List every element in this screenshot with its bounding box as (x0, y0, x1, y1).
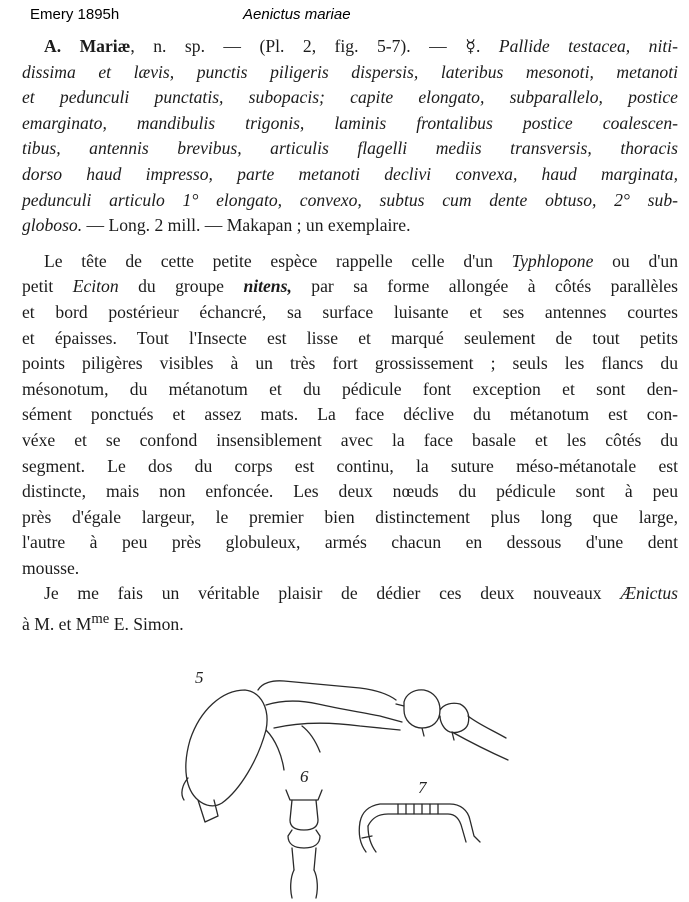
description-line: véxe et se confond insensiblement avec la face basale et les côtés du (22, 429, 678, 450)
article-text (22, 34, 678, 633)
figure-6-pedicel-dorsal (286, 790, 322, 898)
description-line: et bord postérieur échancré, sa surface luisante et ses antennes courtes (22, 301, 678, 322)
description-line (22, 249, 678, 275)
text-run: petit (22, 276, 73, 297)
diagnosis-line: dorso haud impresso, parte metanoti declivi convexa, haud marginata, (22, 163, 678, 184)
diagnosis-latin: Pallide testacea, niti- (498, 36, 678, 56)
description-line: distincte, mais non enfoncée. Les deux nœuds du pédicule sont à peu (22, 481, 678, 502)
text-run: Le tête de cette petite espèce rappelle celle d'un (44, 250, 512, 271)
description-line: près d'égale largeur, le premier bien distinctement plus long que large, (22, 506, 678, 527)
genus-name: Eciton (72, 276, 119, 297)
description-line: points piligères visibles à un très fort grossissement ; seuls les flancs du (22, 353, 678, 374)
genus-name: Ænictus (620, 583, 678, 604)
diagnosis-line: tibus, antennis brevibus, articulis flagelli mediis transversis, thoracis (22, 138, 678, 159)
superscript: me (91, 611, 110, 628)
figure-5-label: 5 (195, 668, 204, 687)
header-author-year: Emery 1895h (30, 6, 120, 23)
text-run: Je me fais un véritable plaisir de dédier ces deux nouveaux (44, 583, 621, 604)
figure-5-ant-profile (182, 681, 508, 822)
species-name: A. Mariæ (44, 36, 131, 56)
figure-7-label: 7 (418, 778, 427, 797)
text-run: à M. et M (22, 613, 92, 634)
header-taxon-name: Aenictus mariae (243, 6, 351, 23)
description-line: l'autre à peu près globuleux, armés chacun en dessous d'une dent (22, 532, 678, 553)
group-name: nitens, (243, 276, 292, 297)
description-line: sément ponctués et assez mats. La face déclive du métanotum est con- (22, 404, 678, 425)
diagnosis-latin: globoso. (22, 215, 83, 236)
genus-name: Typhlopone (511, 250, 594, 271)
text-run: par sa forme allongée à côtés parallèles (291, 276, 679, 297)
diagnosis-line: emarginato, mandibulis trigonis, laminis frontalibus postice coalescen- (22, 112, 678, 133)
diagnosis-line (22, 213, 678, 239)
description-line (22, 274, 678, 300)
description-line: segment. Le dos du corps est continu, la suture méso-métanotale est (22, 455, 678, 476)
description-line: et épaisses. Tout l'Insecte est lisse et marqué seulement de tout petits (22, 327, 678, 348)
dedication-line (22, 607, 678, 633)
figure-7-antenna (359, 804, 480, 852)
description-line: mésonotum, du métanotum et du pédicule font exception et sont den- (22, 378, 678, 399)
text-run: E. Simon. (109, 613, 184, 634)
figure-6-label: 6 (300, 767, 309, 786)
diagnosis-line (22, 34, 678, 60)
text-run: ou d'un (593, 250, 678, 271)
diagnosis-line: pedunculi articulo 1° elongato, convexo, subtus cum dente obtuso, 2° sub- (22, 189, 678, 210)
diagnosis-line: et pedunculi punctatis, subopacis; capite elongato, subparallelo, postice (22, 87, 678, 108)
text-run: du groupe (118, 276, 244, 297)
diagnosis-locality: — Long. 2 mill. — Makapan ; un exemplaire. (82, 215, 411, 236)
description-line: mousse. (22, 557, 80, 578)
diagnosis-line: dissima et lævis, punctis piligeris dispersis, lateribus mesonoti, metanoti (22, 61, 678, 82)
dedication-line (22, 581, 678, 607)
species-status: , n. sp. — (Pl. 2, fig. 5-7). — ☿. (130, 36, 499, 56)
